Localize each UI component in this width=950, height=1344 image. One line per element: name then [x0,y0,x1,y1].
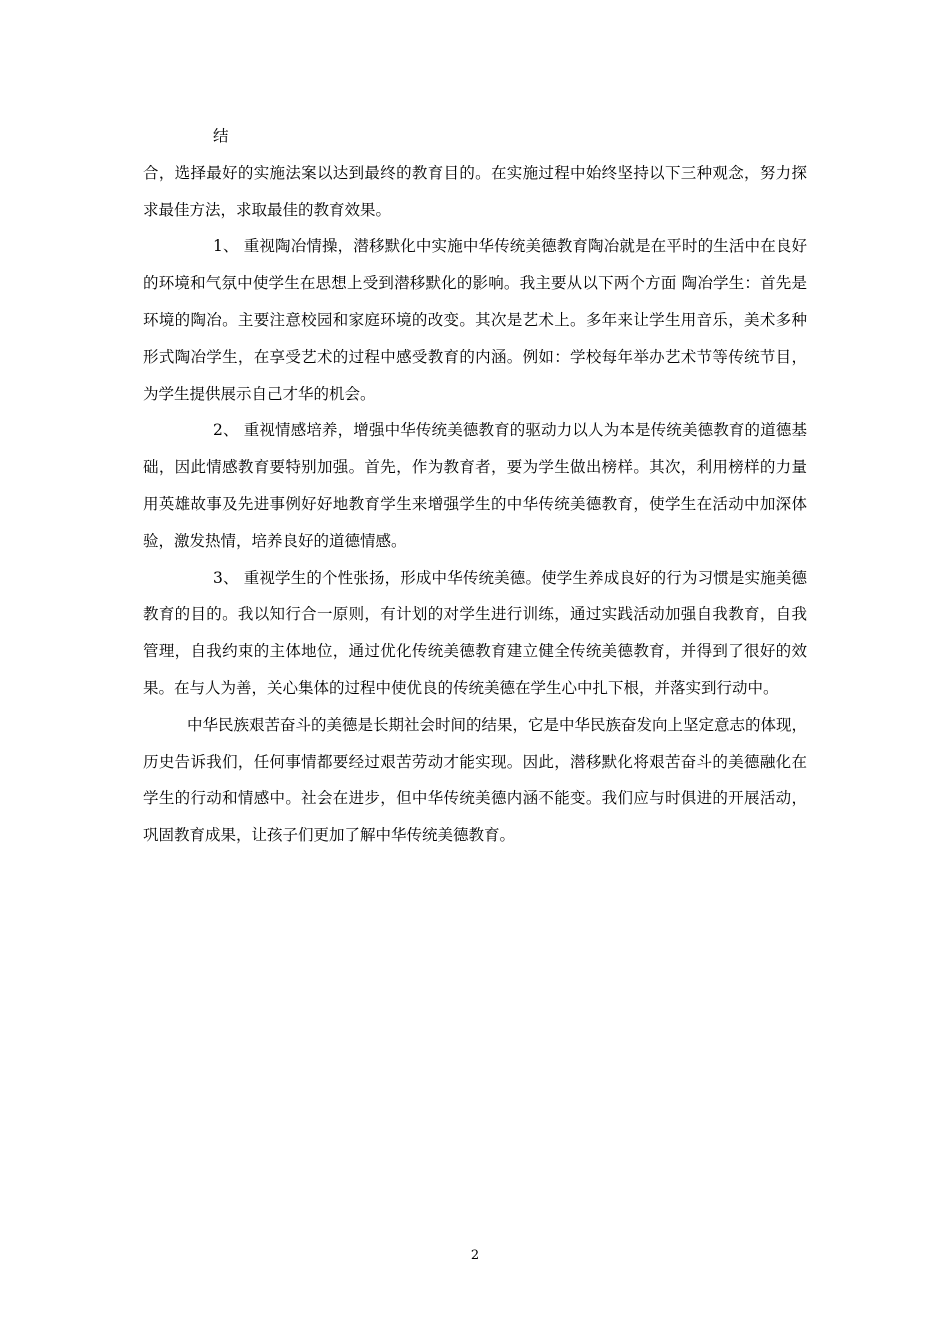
paragraph-item-1: 1、 重视陶冶情操，潜移默化中实施中华传统美德教育陶冶就是在平时的生活中在良好的环境和气氛中使学生在思想上受到潜移默化的影响。我主要从以下两个方面 陶冶学生：首先是环境的陶冶。主要注意校园和家庭环境的改变。其次是艺术上。多年来让学生用音乐，美术多种形式陶冶学生，在享受艺术的过程中感受教育的内涵。例如：学校每年举办艺术节等传统节目，为学生提供展示自己才华的机会。 [143,237,807,403]
paragraph-conclusion: 中华民族艰苦奋斗的美德是长期社会时间的结果，它是中华民族奋发向上坚定意志的体现，历史告诉我们，任何事情都要经过艰苦劳动才能实现。因此，潜移默化将艰苦奋斗的美德融化在学生的行动和情感中。社会在进步，但中华传统美德内涵不能变。我们应与时俱进的开展活动，巩固教育成果，让孩子们更加了解中华传统美德教育。 [143,715,808,845]
paragraph-item-2: 2、 重视情感培养，增强中华传统美德教育的驱动力以人为本是传统美德教育的道德基础，因此情感教育要特别加强。首先，作为教育者，要为学生做出榜样。其次，利用榜样的力量用英雄故事及先进事例好好地教育学生来增强学生的中华传统美德教育，使学生在活动中加深体验，激发热情，培养良好的道德情感。 [143,421,807,550]
paragraph-item-3: 3、 重视学生的个性张扬，形成中华传统美德。使学生养成良好的行为习惯是实施美德教育的目的。我以知行合一原则，有计划的对学生进行训练，通过实践活动加强自我教育，自我管理，自我约束的主体地位，通过优化传统美德教育建立健全传统美德教育，并得到了很好的效果。在与人为善，关心集体的过程中使优良的传统美德在学生心中扎下根，并落实到行动中。 [143,568,807,697]
page-number: 2 [470,1248,480,1263]
document-body [143,118,807,854]
paragraph-fragment-start: 结 [213,127,229,145]
paragraph-continuation: 合，选择最好的实施法案以达到最终的教育目的。在实施过程中始终坚持以下三种观念，努力探求最佳方法，求取最佳的教育效果。 [143,163,807,219]
